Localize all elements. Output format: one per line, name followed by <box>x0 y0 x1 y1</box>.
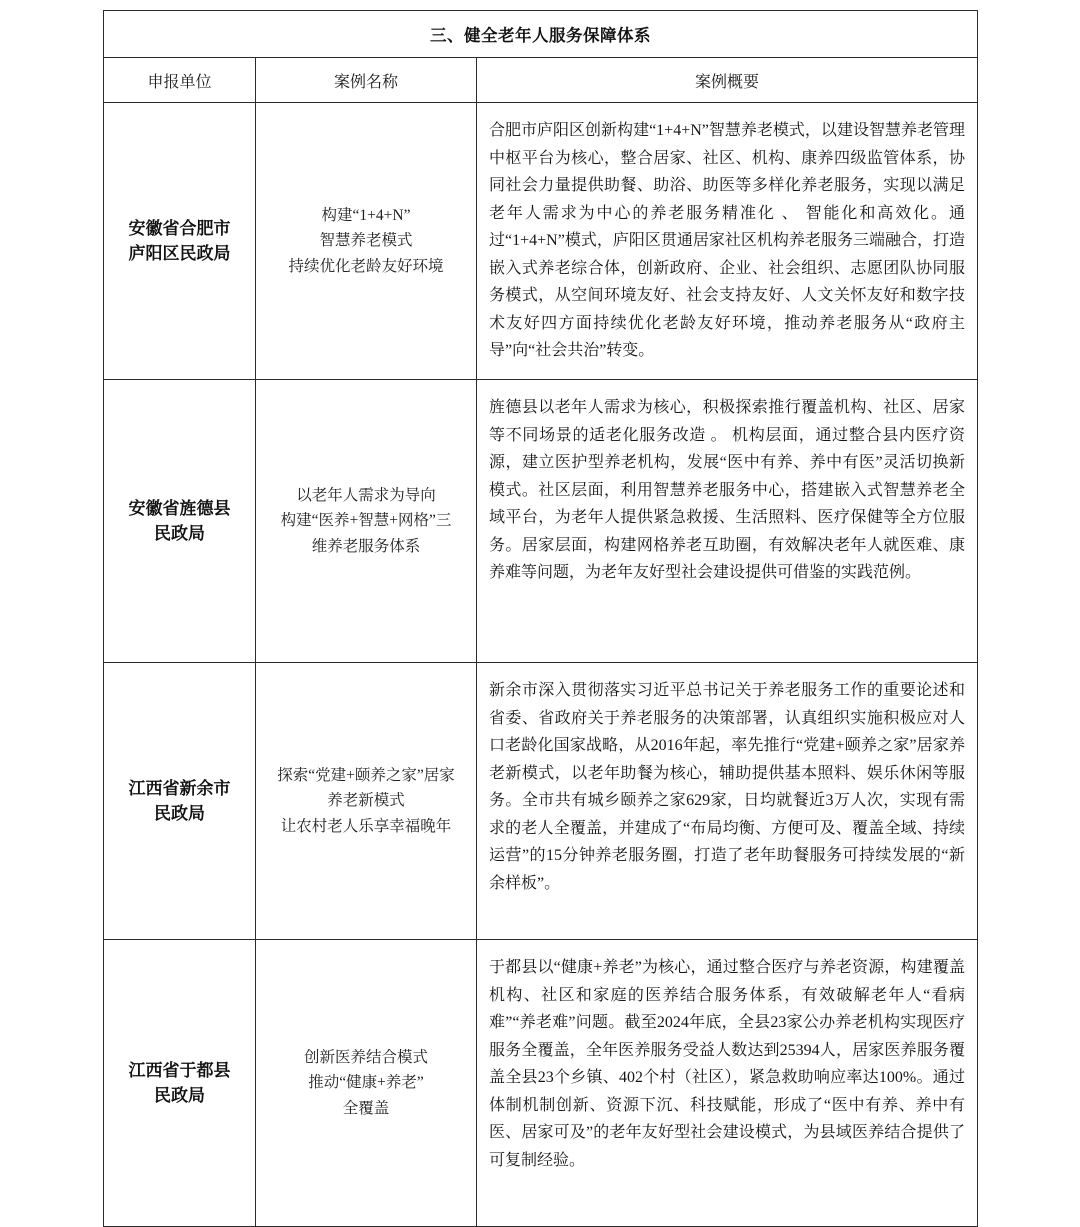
column-header-case-summary: 案例概要 <box>477 58 978 103</box>
table-row <box>104 380 978 663</box>
column-header-case-name: 案例名称 <box>256 58 477 103</box>
table-row <box>104 103 978 380</box>
table-row <box>104 663 978 940</box>
table-title-row <box>104 11 978 58</box>
cell-case-summary <box>477 663 978 940</box>
table-header-row <box>104 58 978 103</box>
table-row <box>104 940 978 1227</box>
section-title: 三、健全老年人服务保障体系 <box>104 11 978 58</box>
cell-case-summary <box>477 103 978 380</box>
cell-case-name: 以老年人需求为导向 构建“医养+智慧+网格”三 维养老服务体系 <box>256 380 477 663</box>
column-header-unit: 申报单位 <box>104 58 256 103</box>
cell-case-name: 构建“1+4+N” 智慧养老模式 持续优化老龄友好环境 <box>256 103 477 380</box>
cell-unit: 安徽省合肥市 庐阳区民政局 <box>104 103 256 380</box>
case-summary-text: 旌德县以老年人需求为核心，积极探索推行覆盖机构、社区、居家等不同场景的适老化服务改造 。 机构层面，通过整合县内医疗资源，建立医护型养老机构，发展“医中有养、养中有医”灵活切换新模式。社区层面，利用智慧养老服务中心，搭建嵌入式智慧养老全域平台，为老年人提供紧急救援、生活照料、医疗保健等全方位服务。居家层面，构建网格养老互助圈，有效解决老年人就医难、康养难等问题，为老年友好型社会建设提供可借鉴的实践范例。 <box>489 399 965 582</box>
cell-case-summary <box>477 940 978 1227</box>
case-summary-text: 合肥市庐阳区创新构建“1+4+N”智慧养老模式，以建设智慧养老管理中枢平台为核心，整合居家、社区、机构、康养四级监管体系，协同社会力量提供助餐、助浴、助医等多样化养老服务，实现以满足老年人需求为中心的养老服务精准化 、 智能化和高效化。通过“1+4+N”模式，庐阳区贯通居家社区机构养老服务三端融合，打造嵌入式养老综合体，创新政府、企业、社会组织、志愿团队协同服务模式，从空间环境友好、社会支持友好、人文关怀友好和数字技术友好四方面持续优化老龄友好环境，推动养老服务从“政府主导”向“社会共治”转变。 <box>489 122 965 360</box>
cell-unit: 江西省于都县 民政局 <box>104 940 256 1227</box>
cell-unit: 江西省新余市 民政局 <box>104 663 256 940</box>
case-summary-text: 新余市深入贯彻落实习近平总书记关于养老服务工作的重要论述和省委、省政府关于养老服务的决策部署，认真组织实施积极应对人口老龄化国家战略，从2016年起，率先推行“党建+颐养之家”居家养老新模式，以老年助餐为核心，辅助提供基本照料、娱乐休闲等服务。全市共有城乡颐养之家629家，日均就餐近3万人次，实现有需求的老人全覆盖，并建成了“布局均衡、方便可及、覆盖全域、持续运营”的15分钟养老服务圈，打造了老年助餐服务可持续发展的“新余样板”。 <box>489 682 965 892</box>
cell-unit: 安徽省旌德县 民政局 <box>104 380 256 663</box>
case-summary-text: 于都县以“健康+养老”为核心，通过整合医疗与养老资源，构建覆盖机构、社区和家庭的医养结合服务体系，有效破解老年人“看病难”“养老难”问题。截至2024年底，全县23家公办养老机构实现医疗服务全覆盖，全年医养服务受益人数达到25394人，居家医养服务覆盖全县23个乡镇、402个村（社区），紧急救助响应率达100%。通过体制机制创新、资源下沉、科技赋能，形成了“医中有养、养中有医、居家可及”的老年友好型社会建设模式，为县域医养结合提供了可复制经验。 <box>489 959 965 1169</box>
case-table <box>103 10 978 1227</box>
cell-case-summary <box>477 380 978 663</box>
cell-case-name: 探索“党建+颐养之家”居家 养老新模式 让农村老人乐享幸福晚年 <box>256 663 477 940</box>
cell-case-name: 创新医养结合模式 推动“健康+养老” 全覆盖 <box>256 940 477 1227</box>
